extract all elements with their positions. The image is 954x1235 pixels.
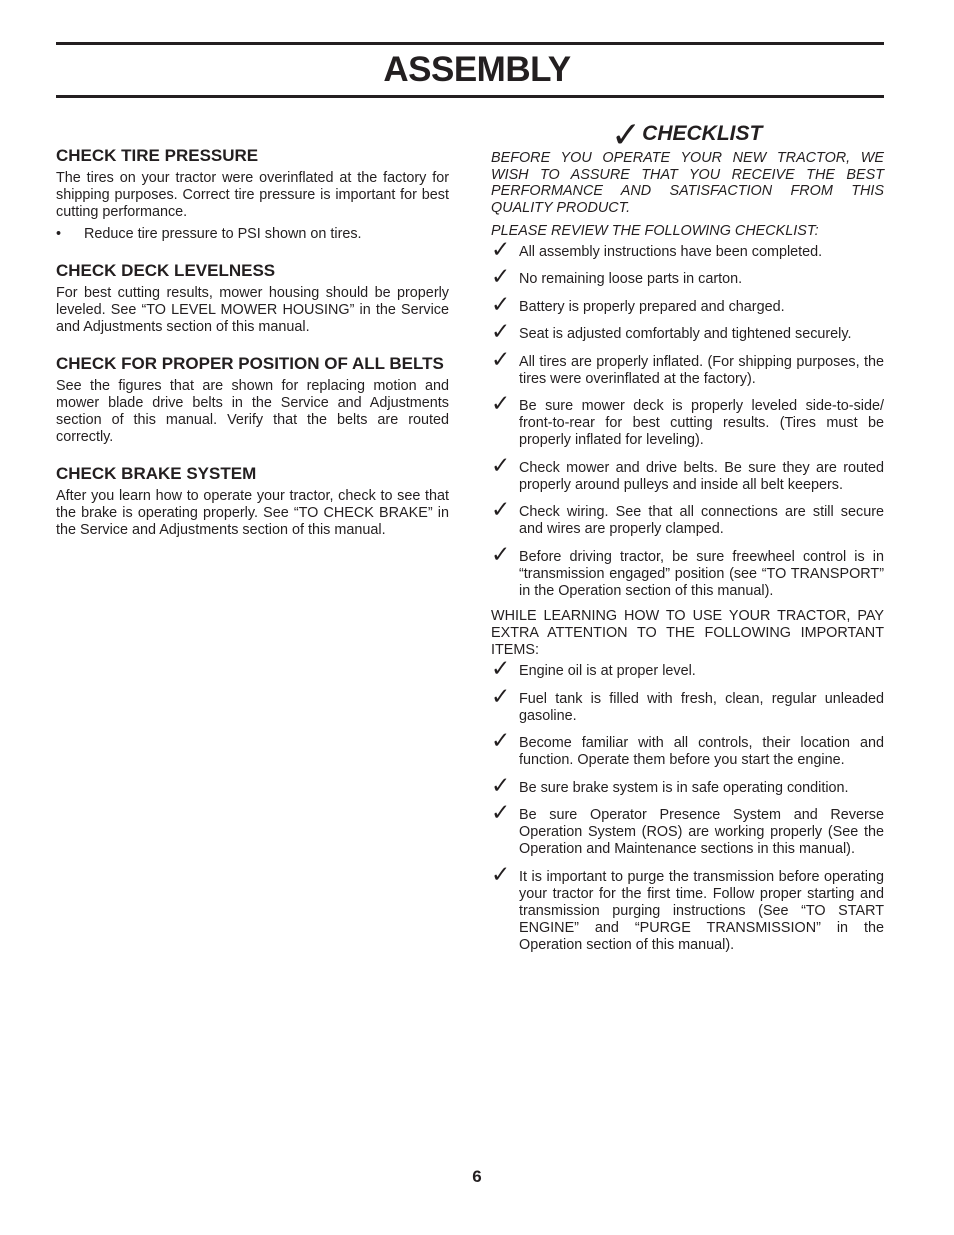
bullet-item bbox=[56, 226, 449, 243]
check-mark-icon: ✓ bbox=[491, 263, 511, 289]
learning-intro: WHILE LEARNING HOW TO USE YOUR TRACTOR, PAY EXTRA ATTENTION TO THE FOLLOWING IMPORTANT ITEMS: bbox=[491, 608, 884, 658]
learning-items bbox=[491, 655, 884, 954]
section-body: After you learn how to operate your tractor, check to see that the brake is operating properly. See “TO CHECK BRAKE” in the Service and Adjustments section of this manual. bbox=[56, 488, 449, 538]
checklist-item: ✓ No remaining loose parts in carton. bbox=[491, 263, 743, 289]
section-body: See the figures that are shown for replacing motion and mower blade drive belts in the Service and Adjustments section of this manual. Verify that the belts are routed correctly. bbox=[56, 378, 449, 445]
checklist-title-text: CHECKLIST bbox=[642, 122, 763, 145]
learning-item: ✓ Be sure Operator Presence System and Reverse Operation System (ROS) are working properly (See the Operation and Maintenance sections in this manual). bbox=[491, 799, 884, 857]
learning-item: ✓ Fuel tank is filled with fresh, clean, regular unleaded gasoline. bbox=[491, 682, 884, 724]
section-heading: CHECK BRAKE SYSTEM bbox=[56, 464, 257, 483]
check-mark-icon: ✓ bbox=[491, 540, 511, 567]
checklist-column bbox=[491, 115, 884, 964]
check-mark-icon: ✓ bbox=[491, 290, 511, 317]
checklist-item: ✓ Check mower and drive belts. Be sure they are routed properly around pulleys and inside all belt keepers. bbox=[491, 451, 884, 493]
check-mark-icon: ✓ bbox=[491, 655, 511, 681]
check-mark-icon: ✓ bbox=[611, 114, 642, 155]
header-bottom-rule bbox=[56, 95, 884, 98]
checklist-item: ✓ Check wiring. See that all connections are still secure and wires are properly clamped. bbox=[491, 496, 884, 537]
section-belts bbox=[56, 354, 449, 446]
learning-item: ✓ Engine oil is at proper level. bbox=[491, 655, 696, 681]
checklist-review: PLEASE REVIEW THE FOLLOWING CHECKLIST: bbox=[491, 223, 819, 239]
checklist-item: ✓ All assembly instructions have been completed. bbox=[491, 235, 823, 262]
checklist-item: ✓ Be sure mower deck is properly leveled side-to-side/ front-to-rear for best cutting results. (Tires must be properly inflated for leveling). bbox=[491, 390, 884, 448]
page-title: ASSEMBLY bbox=[383, 50, 571, 89]
check-mark-icon: ✓ bbox=[491, 235, 511, 262]
page-number: 6 bbox=[472, 1167, 482, 1186]
bullet-marker: • bbox=[56, 226, 62, 242]
header-top-rule bbox=[56, 42, 884, 45]
check-mark-icon: ✓ bbox=[491, 682, 511, 709]
check-mark-icon: ✓ bbox=[491, 390, 511, 416]
section-body: For best cutting results, mower housing should be properly leveled. See “TO LEVEL MOWER HOUSING” in the Service and Adjustments section of this manual. bbox=[56, 285, 449, 335]
checklist-items bbox=[491, 235, 884, 600]
checklist-title bbox=[611, 115, 884, 153]
learning-item: ✓ Be sure brake system is in safe operating condition. bbox=[491, 771, 849, 798]
checklist-item: ✓ Battery is properly prepared and charged. bbox=[491, 290, 785, 317]
section-heading: CHECK FOR PROPER POSITION OF ALL BELTS bbox=[56, 354, 444, 373]
check-mark-icon: ✓ bbox=[491, 345, 511, 372]
learning-item: ✓ Become familiar with all controls, their location and function. Operate them before you start the engine. bbox=[491, 727, 884, 768]
learning-item: ✓ It is important to purge the transmission before operating your tractor for the first time. Follow proper starting and transmission purging instructions (See “TO START ENGINE” and “PURGE TRANSMISSION” in the Operation section of this manual). bbox=[491, 860, 884, 953]
check-mark-icon: ✓ bbox=[491, 860, 511, 887]
check-mark-icon: ✓ bbox=[491, 771, 511, 798]
check-mark-icon: ✓ bbox=[491, 496, 511, 522]
section-tire-pressure bbox=[56, 146, 449, 243]
checklist-item: ✓ Seat is adjusted comfortably and tightened securely. bbox=[491, 318, 852, 344]
section-heading: CHECK DECK LEVELNESS bbox=[56, 261, 276, 280]
check-mark-icon: ✓ bbox=[491, 799, 511, 825]
check-mark-icon: ✓ bbox=[491, 451, 511, 478]
section-brake-system bbox=[56, 464, 449, 539]
checklist-item: ✓ Before driving tractor, be sure freewheel control is in “transmission engaged” position (see “TO TRANSPORT” in the Operation section of this manual). bbox=[491, 540, 884, 599]
checklist-item: ✓ All tires are properly inflated. (For shipping purposes, the tires were overinflated at the factory). bbox=[491, 345, 884, 387]
section-body: The tires on your tractor were overinflated at the factory for shipping purposes. Correct tire pressure is important for best cutting performance. bbox=[56, 170, 449, 220]
check-mark-icon: ✓ bbox=[491, 318, 511, 344]
checklist-intro: BEFORE YOU OPERATE YOUR NEW TRACTOR, WE WISH TO ASSURE THAT YOU RECEIVE THE BEST PERFORMANCE AND SATISFACTION FROM THIS QUALITY PRODUCT. bbox=[491, 150, 884, 216]
bullet-text: Reduce tire pressure to PSI shown on tires. bbox=[84, 226, 362, 242]
check-mark-icon: ✓ bbox=[491, 727, 511, 753]
left-column bbox=[56, 146, 449, 557]
section-deck-levelness bbox=[56, 261, 449, 336]
section-heading: CHECK TIRE PRESSURE bbox=[56, 146, 259, 165]
